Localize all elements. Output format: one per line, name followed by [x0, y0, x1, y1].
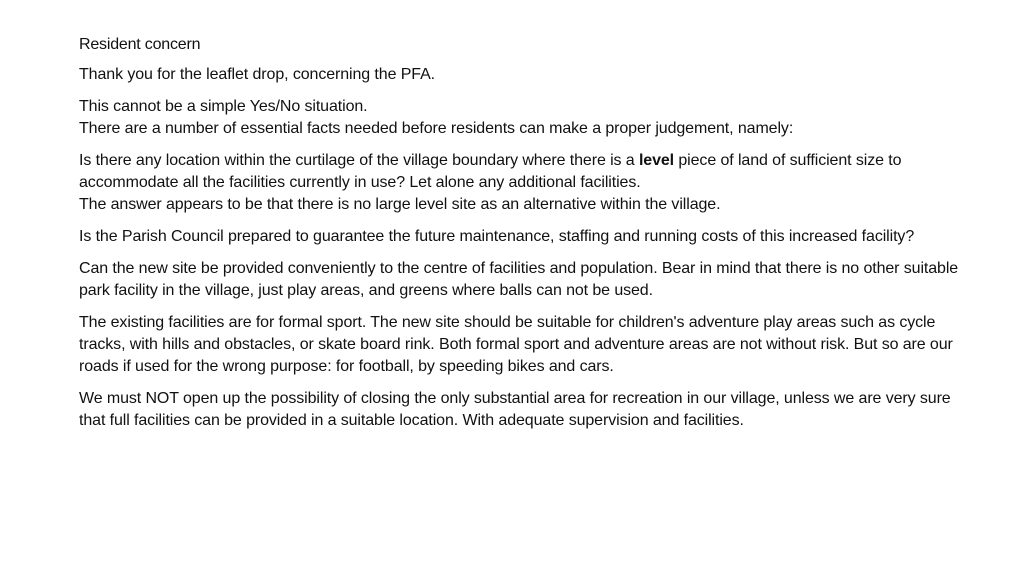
- paragraph-thanks: Thank you for the leaflet drop, concerning the PFA.: [79, 66, 436, 83]
- paragraph-existing-facilities: The existing facilities are for formal sport. The new site should be suitable for children's adventure play areas such as cycle tracks, with hills and obstacles, or skate board rink. Both formal sport and adventure areas are not without risk. But so are our roads if used for the wrong purpose: for football, by speeding bikes and cars.: [79, 314, 953, 375]
- paragraph-must-not: We must NOT open up the possibility of closing the only substantial area for recreation in our village, unless we are very sure that full facilities can be provided in a suitable location. With adequate supervision and facilities.: [79, 390, 951, 429]
- location-text-after: piece of land of sufficient size to accommodate all the facilities currently in use? Let alone any additional facilities.: [79, 152, 902, 191]
- paragraph-new-site: Can the new site be provided conveniently to the centre of facilities and population. Bear in mind that there is no other suitable park facility in the village, just play areas, and greens where balls can not be used.: [79, 260, 959, 299]
- location-bold-word: level: [638, 152, 675, 169]
- document-title: Resident concern: [79, 36, 201, 53]
- situation-line-2: There are a number of essential facts needed before residents can make a proper judgement, namely:: [79, 120, 794, 137]
- paragraph-maintenance: Is the Parish Council prepared to guarantee the future maintenance, staffing and running costs of this increased facility?: [79, 228, 915, 245]
- location-answer: The answer appears to be that there is no large level site as an alternative within the village.: [79, 196, 721, 213]
- paragraph-location: [79, 150, 959, 216]
- location-text-before: Is there any location within the curtilage of the village boundary where there is a: [79, 152, 639, 169]
- document-body: [79, 34, 959, 442]
- paragraph-situation: [79, 96, 959, 140]
- situation-line-1: This cannot be a simple Yes/No situation.: [79, 98, 368, 115]
